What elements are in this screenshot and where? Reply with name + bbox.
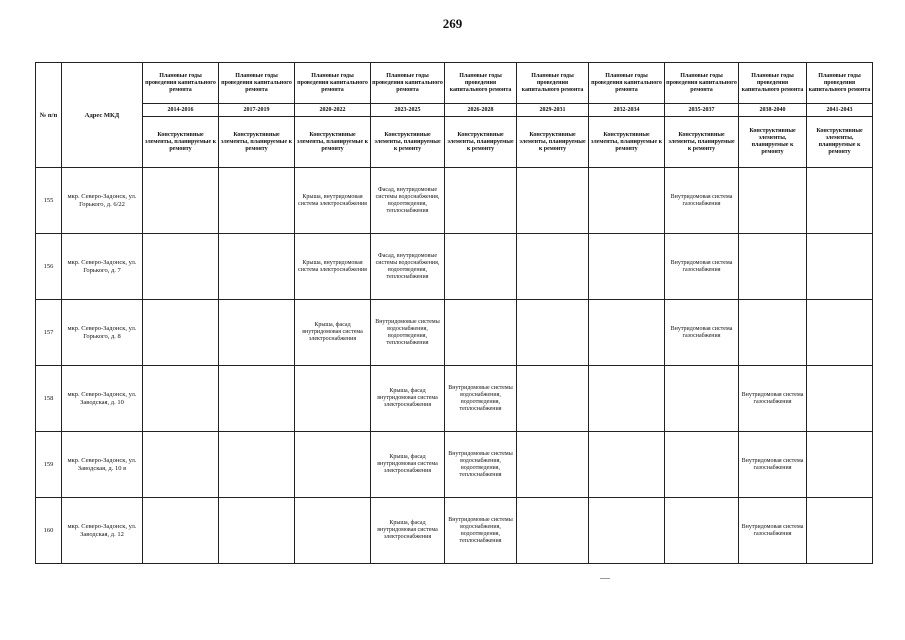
work-cell <box>143 168 219 234</box>
work-cell: Крыша, внутридомовая система электроснабжения <box>295 234 371 300</box>
row-number: 157 <box>36 300 62 366</box>
plan-header: Плановые годы проведения капитального ремонта <box>143 63 219 104</box>
work-cell <box>807 432 873 498</box>
row-number: 156 <box>36 234 62 300</box>
elements-header: Конструктивные элементы, планируемые к ремонту <box>517 117 589 168</box>
period-header: 2023-2025 <box>371 104 445 117</box>
work-cell <box>517 234 589 300</box>
elements-header: Конструктивные элементы, планируемые к ремонту <box>143 117 219 168</box>
plan-header: Плановые годы проведения капитального ремонта <box>807 63 873 104</box>
work-cell: Внутридомовые системы водоснабжения, водоотведения, теплоснабжения <box>371 300 445 366</box>
work-cell <box>589 432 665 498</box>
header-row-periods <box>36 104 873 117</box>
work-cell <box>295 366 371 432</box>
work-cell: Фасад, внутридомовые системы водоснабжения, водоотведения, теплоснабжения <box>371 168 445 234</box>
work-cell: Крыша, фасад внутридомовая система электроснабжения <box>371 432 445 498</box>
work-cell <box>807 300 873 366</box>
work-cell <box>589 168 665 234</box>
work-cell <box>143 498 219 564</box>
work-cell <box>219 168 295 234</box>
elements-header: Конструктивные элементы, планируемые к ремонту <box>295 117 371 168</box>
work-cell: Внутридомовая система газоснабжения <box>665 300 739 366</box>
work-cell <box>445 168 517 234</box>
table-row <box>36 366 873 432</box>
work-cell <box>143 234 219 300</box>
work-cell <box>807 366 873 432</box>
work-cell <box>665 366 739 432</box>
elements-header: Конструктивные элементы, планируемые к ремонту <box>589 117 665 168</box>
work-cell <box>219 498 295 564</box>
work-cell <box>219 432 295 498</box>
row-number: 158 <box>36 366 62 432</box>
header-row-plan <box>36 63 873 104</box>
work-cell <box>219 234 295 300</box>
period-header: 2029-2031 <box>517 104 589 117</box>
work-cell <box>589 300 665 366</box>
header-row-elements <box>36 117 873 168</box>
work-cell: Крыша, фасад внутридомовая система электроснабжения <box>371 498 445 564</box>
work-cell <box>807 168 873 234</box>
row-address: мкр. Северо-Задонск, ул. Горького, д. 7 <box>62 234 143 300</box>
work-cell: Внутридомовая система газоснабжения <box>739 432 807 498</box>
work-cell <box>807 498 873 564</box>
work-cell: Крыша, фасад внутридомовая система электроснабжения <box>371 366 445 432</box>
work-cell <box>807 234 873 300</box>
work-cell <box>143 300 219 366</box>
row-address: мкр. Северо-Задонск, ул. Горького, д. 6/22 <box>62 168 143 234</box>
period-header: 2020-2022 <box>295 104 371 117</box>
plan-header: Плановые годы проведения капитального ремонта <box>295 63 371 104</box>
period-header: 2038-2040 <box>739 104 807 117</box>
table-row <box>36 432 873 498</box>
elements-header: Конструктивные элементы, планируемые к ремонту <box>739 117 807 168</box>
table-row <box>36 300 873 366</box>
work-cell <box>143 366 219 432</box>
plan-header: Плановые годы проведения капитального ремонта <box>219 63 295 104</box>
work-cell: Внутридомовые системы водоснабжения, водоотведения, теплоснабжения <box>445 432 517 498</box>
work-cell: Крыша, внутридомовая система электроснабжения <box>295 168 371 234</box>
work-cell <box>589 234 665 300</box>
plan-header: Плановые годы проведения капитального ремонта <box>445 63 517 104</box>
work-cell <box>445 234 517 300</box>
plan-header: Плановые годы проведения капитального ремонта <box>665 63 739 104</box>
row-address: мкр. Северо-Задонск, ул. Заводская, д. 10 в <box>62 432 143 498</box>
work-cell <box>219 300 295 366</box>
work-cell <box>295 432 371 498</box>
elements-header: Конструктивные элементы, планируемые к ремонту <box>665 117 739 168</box>
work-cell <box>219 366 295 432</box>
plan-header: Плановые годы проведения капитального ремонта <box>739 63 807 104</box>
work-cell: Внутридомовая система газоснабжения <box>739 498 807 564</box>
row-number: 160 <box>36 498 62 564</box>
row-address: мкр. Северо-Задонск, ул. Заводская, д. 12 <box>62 498 143 564</box>
work-cell <box>517 498 589 564</box>
column-header-number: № п/п <box>36 63 62 168</box>
work-cell: Внутридомовая система газоснабжения <box>665 234 739 300</box>
elements-header: Конструктивные элементы, планируемые к ремонту <box>219 117 295 168</box>
row-number: 159 <box>36 432 62 498</box>
work-cell <box>445 300 517 366</box>
plan-header: Плановые годы проведения капитального ремонта <box>517 63 589 104</box>
page-number: 269 <box>442 16 463 31</box>
elements-header: Конструктивные элементы, планируемые к ремонту <box>445 117 517 168</box>
capital-repair-plan-table <box>35 62 873 564</box>
column-header-address: Адрес МКД <box>62 63 143 168</box>
row-address: мкр. Северо-Задонск, ул. Заводская, д. 10 <box>62 366 143 432</box>
period-header: 2041-2043 <box>807 104 873 117</box>
work-cell: Внутридомовая система газоснабжения <box>665 168 739 234</box>
table-row <box>36 168 873 234</box>
period-header: 2032-2034 <box>589 104 665 117</box>
period-header: 2035-2037 <box>665 104 739 117</box>
work-cell <box>665 498 739 564</box>
work-cell: Внутридомовая система газоснабжения <box>739 366 807 432</box>
period-header: 2017-2019 <box>219 104 295 117</box>
work-cell <box>143 432 219 498</box>
work-cell: Фасад, внутридомовые системы водоснабжения, водоотведения, теплоснабжения <box>371 234 445 300</box>
work-cell: Внутридомовые системы водоснабжения, водоотведения, теплоснабжения <box>445 366 517 432</box>
work-cell <box>517 366 589 432</box>
elements-header: Конструктивные элементы, планируемые к ремонту <box>807 117 873 168</box>
plan-header: Плановые годы проведения капитального ремонта <box>589 63 665 104</box>
table-row <box>36 234 873 300</box>
plan-header: Плановые годы проведения капитального ремонта <box>371 63 445 104</box>
row-number: 155 <box>36 168 62 234</box>
period-header: 2014-2016 <box>143 104 219 117</box>
elements-header: Конструктивные элементы, планируемые к ремонту <box>371 117 445 168</box>
work-cell <box>589 366 665 432</box>
work-cell <box>739 234 807 300</box>
work-cell <box>517 300 589 366</box>
work-cell <box>295 498 371 564</box>
work-cell <box>589 498 665 564</box>
work-cell: Крыша, фасад внутридомовая система электроснабжения <box>295 300 371 366</box>
work-cell <box>665 432 739 498</box>
work-cell <box>739 300 807 366</box>
work-cell <box>517 432 589 498</box>
period-header: 2026-2028 <box>445 104 517 117</box>
table-row <box>36 498 873 564</box>
footer-dash <box>600 578 610 579</box>
row-address: мкр. Северо-Задонск, ул. Горького, д. 8 <box>62 300 143 366</box>
work-cell: Внутридомовые системы водоснабжения, водоотведения, теплоснабжения <box>445 498 517 564</box>
work-cell <box>739 168 807 234</box>
work-cell <box>517 168 589 234</box>
